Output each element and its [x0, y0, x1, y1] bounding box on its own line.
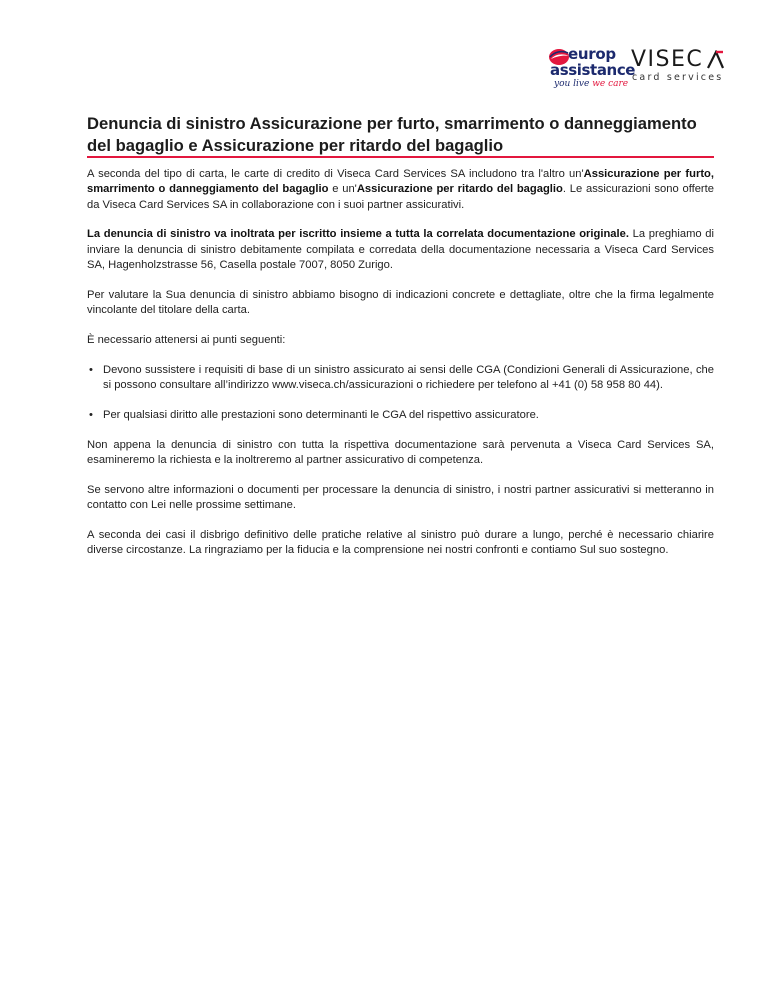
- europ-logo-tagline: you live we care: [554, 79, 629, 89]
- viseca-logo-word: VISEC: [631, 47, 704, 72]
- paragraph-points-intro: È necessario attenersi ai punti seguenti:: [87, 333, 286, 346]
- viseca-a-mark-icon: [705, 50, 725, 70]
- header-logos: [545, 44, 725, 96]
- paragraph-contact: Se servono altre informazioni o documenti per processare la denuncia di sinistro, i nostri partner assicurativi si metteranno in contatto con Lei nelle prossime settimane.: [87, 483, 714, 511]
- paragraph-submission: La denuncia di sinistro va inoltrata per iscritto insieme a tutta la correlata documentazione originale. La preghiamo di inviare la denuncia di sinistro debitamente compilata e corredata della documentazione necessaria a Viseca Card Services SA, Hagenholzstrasse 56, Casella postale 7007, 8050 Zurigo.: [87, 228, 714, 271]
- title-divider: [87, 156, 714, 158]
- viseca-logo-subtitle: card services: [632, 72, 724, 83]
- document-title: [87, 113, 717, 157]
- list-item: • Per qualsiasi diritto alle prestazioni sono determinanti le CGA del rispettivo assicuratore.: [87, 408, 714, 423]
- europ-logo-line2: assistance: [550, 61, 636, 79]
- title-line-1: Denuncia di sinistro Assicurazione per furto, smarrimento o danneggiamento: [87, 114, 697, 133]
- bullet-icon: •: [89, 408, 93, 421]
- document-body: [87, 167, 714, 573]
- europ-assistance-logo: [545, 44, 636, 96]
- requirements-list: [87, 363, 714, 423]
- paragraph-intro: A seconda del tipo di carta, le carte di credito di Viseca Card Services SA includono tra l'altro un'Assicurazione per furto, smarrimento o danneggiamento del bagaglio e un'Assicurazione per ritardo del bagaglio. Le assicurazioni sono offerte da Viseca Card Services SA in collaborazione con i suoi partner assicurativi.: [87, 168, 714, 211]
- paragraph-closing: A seconda dei casi il disbrigo definitivo delle pratiche relative al sinistro può durare a lungo, perché è necessario chiarire diverse circostanze. La ringraziamo per la fiducia e la comprensione nei nostri confronti e contiamo Sul suo sostegno.: [87, 528, 714, 557]
- list-item: • Devono sussistere i requisiti di base di un sinistro assicurato ai sensi delle CGA (Condizioni Generali di Assicurazione, che si possono consultare all’indirizzo www.viseca.ch/assicurazioni o richiedere per telefono al +41 (0) 58 958 80 44).: [89, 363, 714, 391]
- europ-logo-line1: europ: [568, 45, 616, 63]
- viseca-logo: [631, 48, 727, 92]
- bullet-icon: •: [89, 363, 93, 376]
- paragraph-forwarding: Non appena la denuncia di sinistro con tutta la rispettiva documentazione sarà pervenuta a Viseca Card Services SA, esamineremo la richiesta e la inoltreremo al partner assicurativo di competenza.: [87, 438, 714, 466]
- title-line-2: del bagaglio e Assicurazione per ritardo del bagaglio: [87, 136, 504, 155]
- paragraph-evaluation: Per valutare la Sua denuncia di sinistro abbiamo bisogno di indicazioni concrete e dettagliate, oltre che la firma legalmente vincolante del titolare della carta.: [87, 288, 714, 317]
